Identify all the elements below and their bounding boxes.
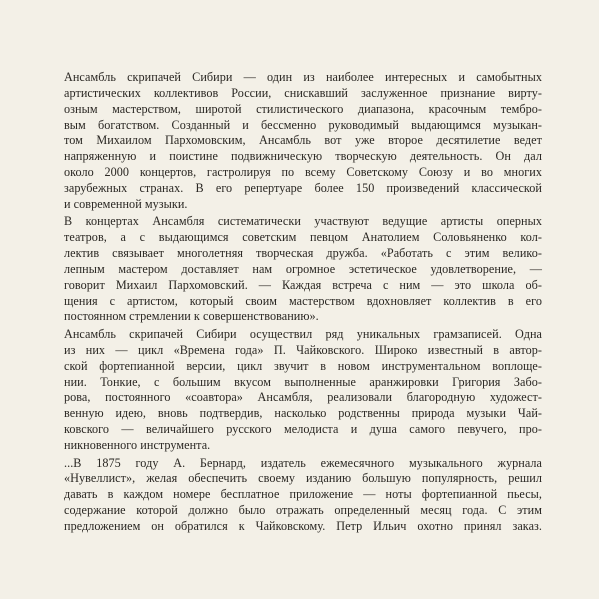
text-line: постоянном стремлении к совершенствованию».: [64, 309, 319, 324]
text-line: лектив связывает многолетняя творческая дружба. «Работать с этим велико-: [64, 246, 542, 261]
body-text: [64, 70, 542, 537]
text-line: артистических коллективов России, снискавший заслуженное признание вирту-: [64, 85, 542, 100]
text-line: ской фортепианной версии, цикл звучит в новом инструментальном воплоще-: [64, 358, 542, 373]
text-line: давать в каждом номере бесплатное приложение — ноты фортепианной пьесы,: [64, 487, 542, 502]
text-line: том Михаилом Пархомовским, Ансамбль вот уже второе десятилетие ведет: [64, 133, 542, 148]
text-line: из них — цикл «Времена года» П. Чайковского. Широко известный в автор-: [64, 342, 542, 357]
text-line: ...В 1875 году А. Бернард, издатель ежемесячного музыкального журнала: [64, 455, 542, 470]
text-line: театров, а с выдающимся советским певцом Анатолием Соловьяненко кол-: [64, 230, 542, 245]
text-line: вым богатством. Созданный и бессменно руководимый выдающимся музыкан-: [64, 117, 542, 132]
text-line: напряженную и поистине подвижническую творческую деятельность. Он дал: [64, 149, 542, 164]
text-line: около 2000 концертов, гастролируя по всему Советскому Союзу и во многих: [64, 165, 542, 180]
text-line: говорит Михаил Пархомовский. — Каждая встреча с ним — это школа об-: [64, 277, 542, 292]
text-line: Ансамбль скрипачей Сибири осуществил ряд уникальных грамзаписей. Одна: [64, 327, 542, 342]
text-line: содержание которой должно было отражать определенный месяц года. С этим: [64, 503, 542, 518]
text-line: рова, постоянного «соавтора» Ансамбля, реализовали благородную художест-: [64, 390, 542, 405]
paragraph: [64, 214, 542, 325]
text-line: «Нувеллист», желая обеспечить своему изданию большую популярность, решил: [64, 471, 542, 486]
text-line: щения с артистом, который своим мастерством вдохновляет коллектив в его: [64, 293, 542, 308]
text-line: В концертах Ансамбля систематически участвуют ведущие артисты оперных: [64, 214, 542, 229]
text-line: зарубежных странах. В его репертуаре более 150 произведений классической: [64, 180, 542, 195]
text-line: и современной музыки.: [64, 196, 188, 211]
text-line: лепным мастером доставляет нам огромное эстетическое удовлетворение, —: [64, 261, 542, 276]
text-line: никновенного инструмента.: [64, 438, 211, 452]
text-line: ковского — величайшего русского мелодиста и душа самого певучего, про-: [64, 422, 542, 437]
text-line: нии. Тонкие, с большим вкусом выполненные аранжировки Григория Забо-: [64, 374, 542, 389]
paragraph: [64, 70, 542, 213]
paragraph: [64, 456, 542, 535]
text-line: озным мастерством, широтой стилистического диапазона, красочным тембро-: [64, 101, 542, 116]
paragraph: [64, 327, 542, 454]
text-line: Ансамбль скрипачей Сибири — один из наиболее интересных и самобытных: [64, 70, 542, 84]
text-line: венную идею, вновь подтвердив, насколько родственны природа музыки Чай-: [64, 406, 542, 421]
text-line: предложением он обратился к Чайковскому. Петр Ильич охотно принял заказ.: [64, 519, 542, 534]
